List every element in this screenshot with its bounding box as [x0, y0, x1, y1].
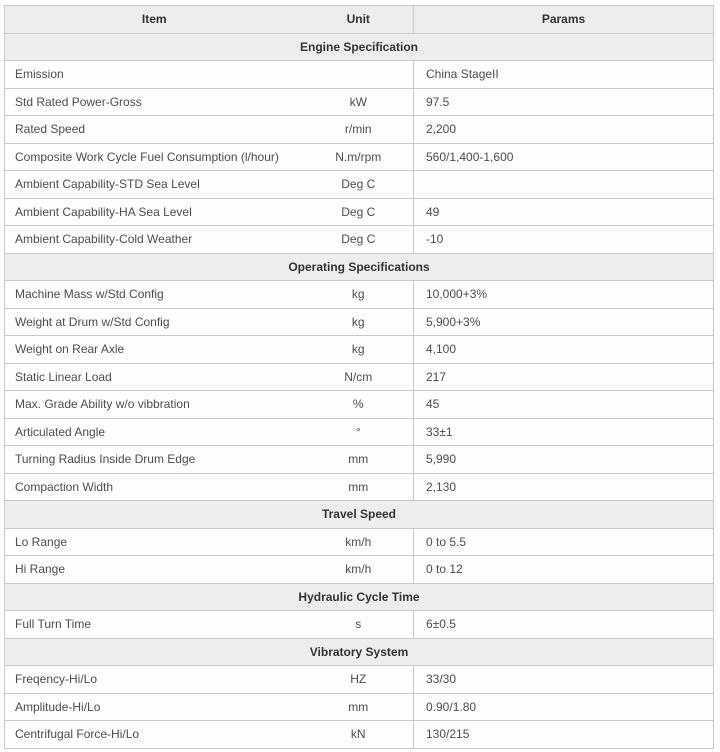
- unit-cell: [304, 61, 414, 89]
- unit-cell: r/min: [304, 116, 414, 144]
- unit-cell: kg: [304, 308, 414, 336]
- table-row: [5, 61, 714, 89]
- item-cell: Amplitude-Hi/Lo: [5, 693, 304, 721]
- table-row: [5, 528, 714, 556]
- unit-cell: Deg C: [304, 226, 414, 254]
- unit-cell: %: [304, 391, 414, 419]
- section-title: Hydraulic Cycle Time: [5, 583, 714, 611]
- params-cell: 5,900+3%: [414, 308, 714, 336]
- unit-cell: N.m/rpm: [304, 143, 414, 171]
- table-row: [5, 721, 714, 749]
- table-row: [5, 391, 714, 419]
- params-cell: 0.90/1.80: [414, 693, 714, 721]
- item-cell: Articulated Angle: [5, 418, 304, 446]
- item-cell: Std Rated Power-Gross: [5, 88, 304, 116]
- unit-cell: s: [304, 611, 414, 639]
- column-header-row: [5, 6, 714, 34]
- item-cell: Ambient Capability-Cold Weather: [5, 226, 304, 254]
- table-row: [5, 556, 714, 584]
- params-cell: [414, 171, 714, 199]
- section-header-row: [5, 638, 714, 666]
- unit-cell: HZ: [304, 666, 414, 694]
- item-cell: Weight on Rear Axle: [5, 336, 304, 364]
- section-title: Vibratory System: [5, 638, 714, 666]
- params-cell: 49: [414, 198, 714, 226]
- unit-cell: kg: [304, 336, 414, 364]
- params-cell: 217: [414, 363, 714, 391]
- item-cell: Rated Speed: [5, 116, 304, 144]
- section-header-row: [5, 253, 714, 281]
- table-row: [5, 473, 714, 501]
- params-cell: 2,200: [414, 116, 714, 144]
- item-cell: Emission: [5, 61, 304, 89]
- params-cell: 2,130: [414, 473, 714, 501]
- unit-cell: kN: [304, 721, 414, 749]
- params-cell: 45: [414, 391, 714, 419]
- item-cell: Lo Range: [5, 528, 304, 556]
- table-row: [5, 143, 714, 171]
- params-cell: 10,000+3%: [414, 281, 714, 309]
- column-header-item: Item: [5, 6, 304, 34]
- unit-cell: °: [304, 418, 414, 446]
- params-cell: China StageII: [414, 61, 714, 89]
- table-row: [5, 446, 714, 474]
- params-cell: 33/30: [414, 666, 714, 694]
- section-title: Operating Specifications: [5, 253, 714, 281]
- section-title: Travel Speed: [5, 501, 714, 529]
- params-cell: 0 to 12: [414, 556, 714, 584]
- unit-cell: mm: [304, 446, 414, 474]
- table-row: [5, 171, 714, 199]
- params-cell: 0 to 5.5: [414, 528, 714, 556]
- unit-cell: Deg C: [304, 171, 414, 199]
- params-cell: 33±1: [414, 418, 714, 446]
- section-header-row: [5, 501, 714, 529]
- unit-cell: km/h: [304, 528, 414, 556]
- table-row: [5, 88, 714, 116]
- item-cell: Ambient Capability-HA Sea Level: [5, 198, 304, 226]
- item-cell: Full Turn Time: [5, 611, 304, 639]
- params-cell: 5,990: [414, 446, 714, 474]
- unit-cell: Deg C: [304, 198, 414, 226]
- table-row: [5, 611, 714, 639]
- item-cell: Compaction Width: [5, 473, 304, 501]
- spec-table: [4, 5, 714, 749]
- item-cell: Turning Radius Inside Drum Edge: [5, 446, 304, 474]
- column-header-params: Params: [414, 6, 714, 34]
- item-cell: Max. Grade Ability w/o vibbration: [5, 391, 304, 419]
- table-row: [5, 693, 714, 721]
- table-row: [5, 363, 714, 391]
- unit-cell: N/cm: [304, 363, 414, 391]
- unit-cell: mm: [304, 473, 414, 501]
- params-cell: 130/215: [414, 721, 714, 749]
- item-cell: Composite Work Cycle Fuel Consumption (l/hour): [5, 143, 304, 171]
- params-cell: 6±0.5: [414, 611, 714, 639]
- section-header-row: [5, 33, 714, 61]
- table-row: [5, 418, 714, 446]
- params-cell: 4,100: [414, 336, 714, 364]
- table-row: [5, 336, 714, 364]
- table-row: [5, 226, 714, 254]
- unit-cell: kW: [304, 88, 414, 116]
- section-header-row: [5, 583, 714, 611]
- item-cell: Hi Range: [5, 556, 304, 584]
- params-cell: 560/1,400-1,600: [414, 143, 714, 171]
- params-cell: -10: [414, 226, 714, 254]
- unit-cell: kg: [304, 281, 414, 309]
- unit-cell: km/h: [304, 556, 414, 584]
- item-cell: Machine Mass w/Std Config: [5, 281, 304, 309]
- table-row: [5, 308, 714, 336]
- table-row: [5, 198, 714, 226]
- params-cell: 97.5: [414, 88, 714, 116]
- item-cell: Static Linear Load: [5, 363, 304, 391]
- column-header-unit: Unit: [304, 6, 414, 34]
- table-row: [5, 281, 714, 309]
- table-row: [5, 116, 714, 144]
- unit-cell: mm: [304, 693, 414, 721]
- table-row: [5, 666, 714, 694]
- item-cell: Ambient Capability-STD Sea Level: [5, 171, 304, 199]
- item-cell: Freqency-Hi/Lo: [5, 666, 304, 694]
- item-cell: Weight at Drum w/Std Config: [5, 308, 304, 336]
- item-cell: Centrifugal Force-Hi/Lo: [5, 721, 304, 749]
- section-title: Engine Specification: [5, 33, 714, 61]
